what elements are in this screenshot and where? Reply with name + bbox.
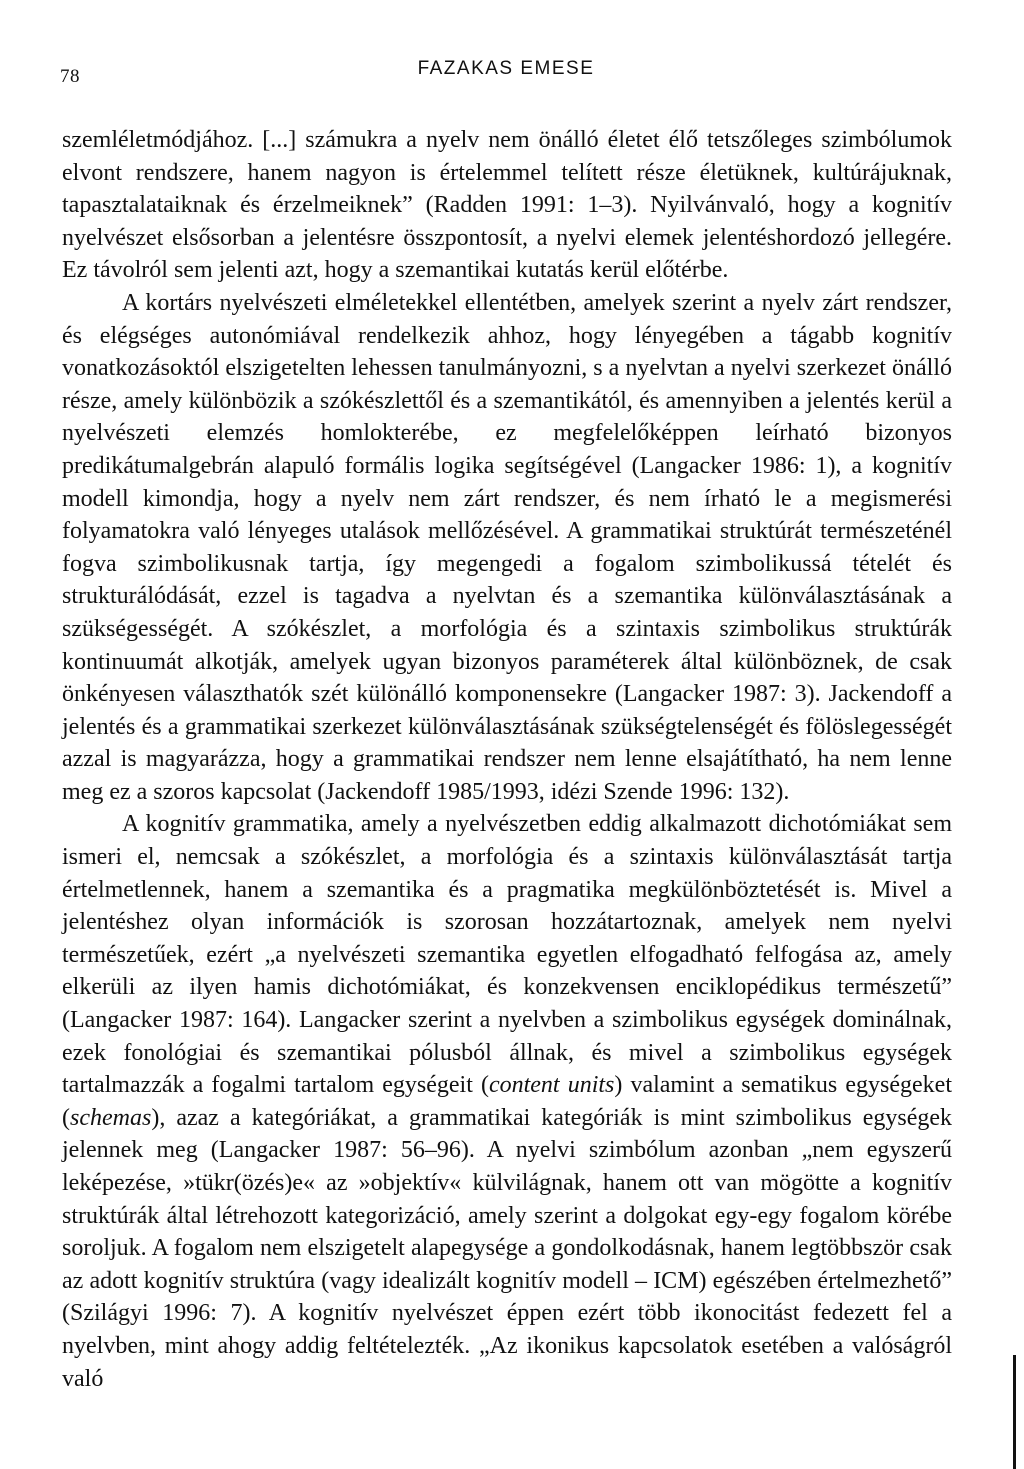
- body-text: [62, 124, 952, 1395]
- italic-term-content-units: content units: [488, 1072, 615, 1099]
- paragraph-1: szemléletmódjához. [...] számukra a nyelv nem önálló életet élő tetszőleges szimbólumok elvont rendszere, hanem nagyon is értelemmel telített része életüknek, kultúrájuknak, tapasztalataiknak és érzelmeiknek” (Radden 1991: 1–3). Nyilvánvaló, hogy a kognitív nyelvészet elsősorban a jelentésre összpontosít, a nyelvi elemek jelentéshordozó jellegére. Ez távolról sem jelenti azt, hogy a szemantikai kutatás kerül előtérbe.: [62, 127, 952, 284]
- paragraph-3-text-before: A kognitív grammatika, amely a nyelvészetben eddig alkalmazott dichotómiákat sem ismeri el, nemcsak a szókészlet, a morfológia és a szintaxis különválasztását tartja értelmetlennek, hanem a szemantika és a pragmatika megkülönböztetését is. Mivel a jelentéshez olyan információk is szorosan hozzátartoznak, amelyek nem nyelvi természetűek, ezért „a nyelvészeti szemantika egyetlen elfogadható felfogása az, amely elkerüli az ilyen hamis dichotómiákat, és konzekvensen enciklopédikus természetű” (Langacker 1987: 164). Langacker szerint a nyelvben a szimbolikus egységek dominálnak, ezek fonológiai és szemantikai pólusból állnak, és mivel a szimbolikus egységek tartalmazzák a fogalmi tartalom egységeit (: [62, 811, 952, 1099]
- running-head-author: FAZAKAS EMESE: [417, 58, 595, 79]
- running-head: [60, 58, 952, 88]
- paragraph-3-text-after: ), azaz a kategóriákat, a grammatikai kategóriák is mint szimbolikus egységek jelennek meg (Langacker 1987: 56–96). A nyelvi szimbólum azonban „nem egyszerű leképezése, »tükr(özés)e« az »objektív« külvilágnak, hanem ott van mögötte a kognitív struktúrák által létrehozott kategorizáció, amely szerint a dolgokat egy-egy fogalom körébe soroljuk. A fogalom nem elszigetelt alapegysége a gondolkodásnak, hanem legtöbbször csak az adott kognitív struktúra (vagy idealizált kognitív modell – ICM) egészében értelmezhető” (Szilágyi 1996: 7). A kognitív nyelvészet éppen ezért több ikonocitást fedezett fel a nyelvben, mint ahogy addig feltételezték. „Az ikonikus kapcsolatok esetében a valóságról való: [62, 1104, 952, 1392]
- margin-rule-line: [1013, 1355, 1016, 1469]
- italic-term-schemas: schemas: [70, 1104, 152, 1131]
- page-number: 78: [60, 66, 80, 87]
- paragraph-2: A kortárs nyelvészeti elméletekkel ellentétben, amelyek szerint a nyelv zárt rendszer, és elégséges autonómiával rendelkezik ahhoz, hogy lényegében a tágabb kognitív vonatkozásoktól elszigetelten lehessen tanulmányozni, s a nyelvtan a nyelvi szerkezet önálló része, amely különbözik a szókészlettől és a szemantikától, és amennyiben a jelentés kerül a nyelvészeti elemzés homlokterébe, ez megfelelőképpen leírható bizonyos predikátumalgebrán alapuló formális logika segítségével (Langacker 1986: 1), a kognitív modell kimondja, hogy a nyelv nem zárt rendszer, és nem írható le a megismerési folyamatokra való lényeges utalások mellőzésével. A grammatikai struktúrát természeténél fogva szimbolikusnak tartja, így megengedi a fogalom szimbolikussá tételét és strukturálódását, ezzel is tagadva a nyelvtan és a szemantika különválasztásának a szükségességét. A szókészlet, a morfológia és a szintaxis szimbolikus struktúrák kontinuumát alkotják, amelyek ugyan bizonyos paraméterek által különböznek, de csak önkényesen választhatók szét különálló komponensekre (Langacker 1987: 3). Jackendoff a jelentés és a grammatikai szerkezet különválasztásának szükségtelenségét és fölöslegességét azzal is magyarázza, hogy a grammatikai rendszer nem lenne elsajátítható, ha nem lenne meg ez a szoros kapcsolat (Jackendoff 1985/1993, idézi Szende 1996: 132).: [62, 289, 952, 805]
- paragraph-3-text-middle: ) valamint a sematikus egységeket (: [62, 1072, 952, 1131]
- paragraph-3: [62, 808, 952, 1395]
